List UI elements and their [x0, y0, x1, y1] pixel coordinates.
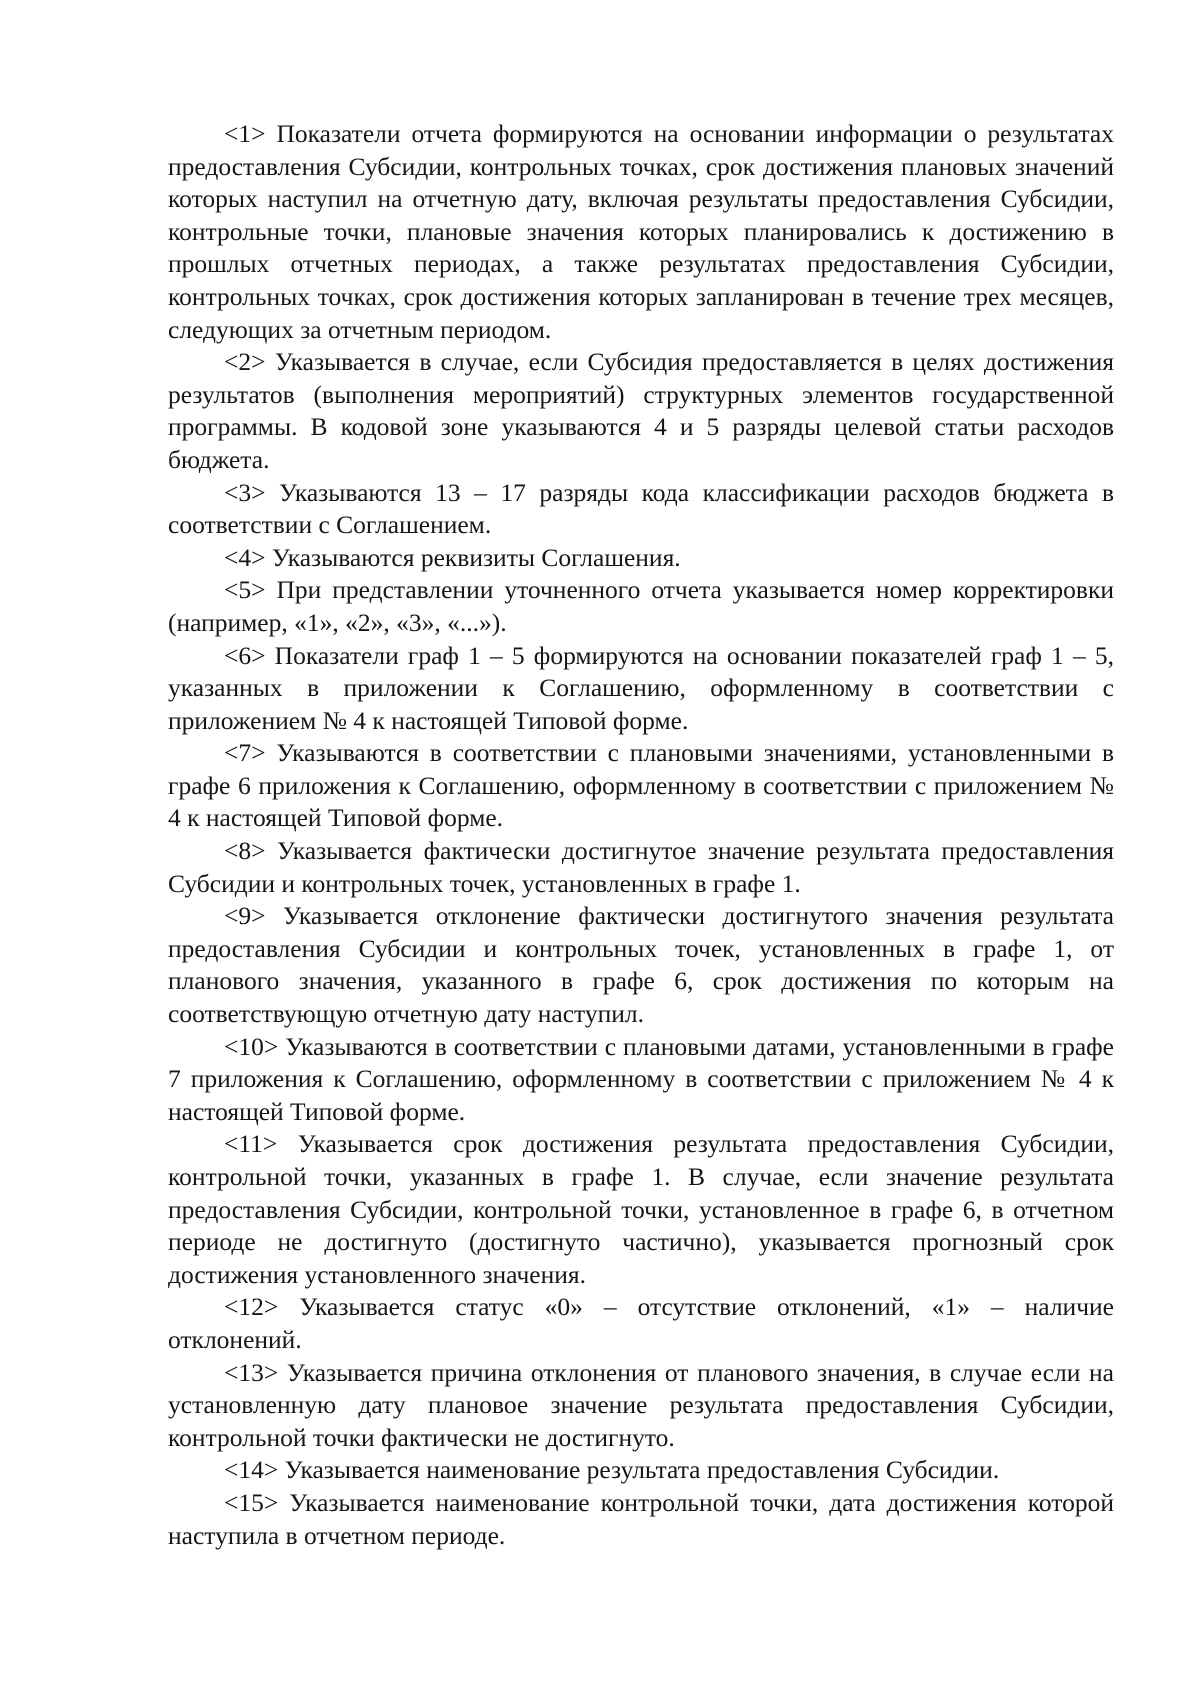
footnote-3: <3> Указываются 13 – 17 разряды кода классификации расходов бюджета в соответствии с Соглашением.	[168, 477, 1114, 540]
footnote-2: <2> Указывается в случае, если Субсидия предоставляется в целях достижения результатов (выполнения мероприятий) структурных элементов государственной программы. В кодовой зоне указываются 4 и 5 разряды целевой статьи расходов бюджета.	[168, 347, 1114, 474]
footnote-4: <4> Указываются реквизиты Соглашения.	[224, 542, 681, 572]
footnote-7: <7> Указываются в соответствии с плановыми значениями, установленными в графе 6 приложения к Соглашению, оформленному в соответствии с приложением № 4 к настоящей Типовой форме.	[168, 738, 1114, 833]
footnote-9: <9> Указывается отклонение фактически достигнутого значения результата предоставления Субсидии и контрольных точек, установленных в графе 1, от планового значения, указанного в графе 6, срок достижения по которым на соответствующую отчетную дату наступил.	[168, 901, 1114, 1029]
footnote-10: <10> Указываются в соответствии с плановыми датами, установленными в графе 7 приложения к Соглашению, оформленному в соответствии с приложением № 4 к настоящей Типовой форме.	[168, 1031, 1114, 1126]
footnote-8: <8> Указывается фактически достигнутое значение результата предоставления Субсидии и контрольных точек, установленных в графе 1.	[168, 836, 1114, 898]
footnote-11: <11> Указывается срок достижения результата предоставления Субсидии, контрольной точки, указанных в графе 1. В случае, если значение результата предоставления Субсидии, контрольной точки, установленное в графе 6, в отчетном периоде не достигнуто (достигнуто частично), указывается прогнозный срок достижения установленного значения.	[168, 1129, 1114, 1289]
footnote-6: <6> Показатели граф 1 – 5 формируются на основании показателей граф 1 – 5, указанных в приложении к Соглашению, оформленному в соответствии с приложением № 4 к настоящей Типовой форме.	[168, 640, 1114, 735]
footnote-5: <5> При представлении уточненного отчета указывается номер корректировки (например, «1», «2», «3», «...»).	[168, 575, 1114, 637]
footnote-13: <13> Указывается причина отклонения от планового значения, в случае если на установленную дату плановое значение результата предоставления Субсидии, контрольной точки фактически не достигнуто.	[168, 1357, 1114, 1452]
footnote-1: <1> Показатели отчета формируются на основании информации о результатах предоставления Субсидии, контрольных точках, срок достижения плановых значений которых наступил на отчетную дату, включая результаты предоставления Субсидии, контрольные точки, плановые значения которых планировались к достижению в прошлых отчетных периодах, а также результатах предоставления Субсидии, контрольных точках, срок достижения которых запланирован в течение трех месяцев, следующих за отчетным периодом.	[168, 119, 1114, 344]
footnote-14: <14> Указывается наименование результата предоставления Субсидии.	[224, 1455, 1000, 1485]
footnote-15: <15> Указывается наименование контрольной точки, дата достижения которой наступила в отчетном периоде.	[168, 1487, 1114, 1550]
footnotes-section	[168, 118, 1114, 1552]
footnote-12: <12> Указывается статус «0» – отсутствие отклонений, «1» – наличие отклонений.	[168, 1292, 1114, 1354]
